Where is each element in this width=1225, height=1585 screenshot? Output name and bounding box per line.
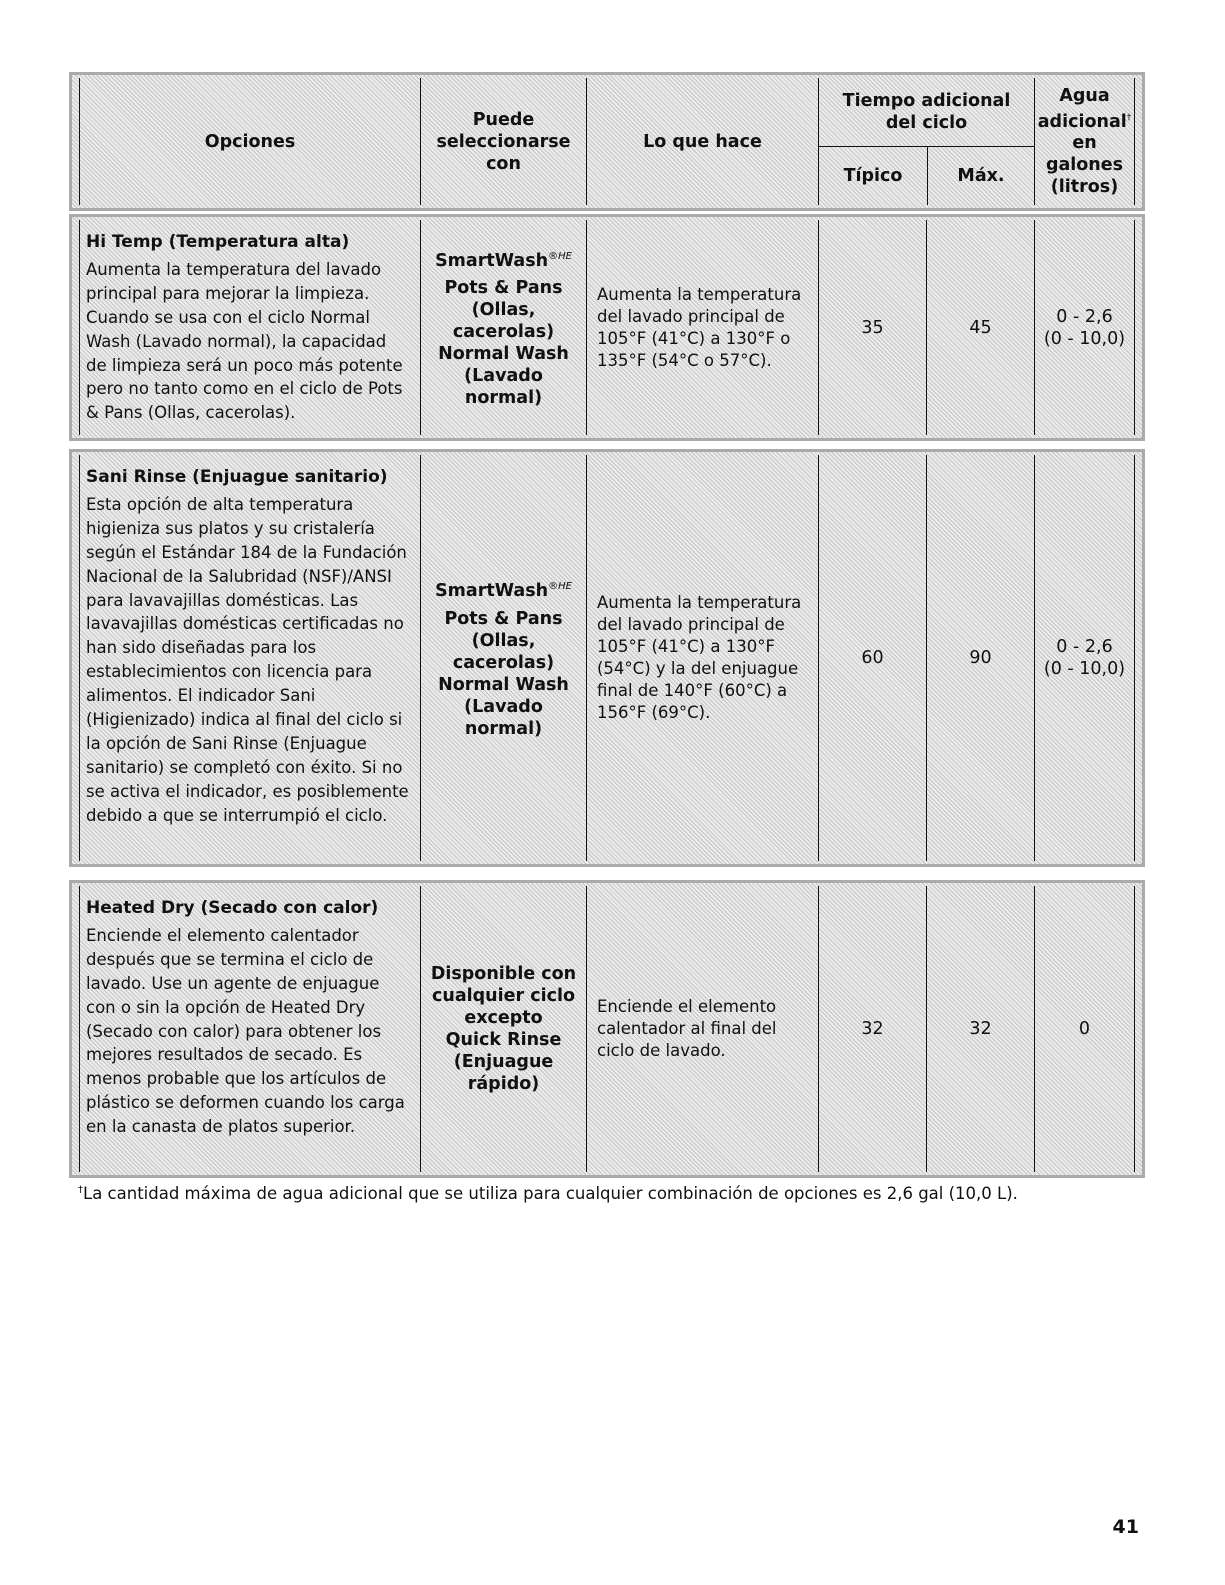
option-title: Heated Dry (Secado con calor) xyxy=(86,898,379,918)
typical-time-cell: 32 xyxy=(818,886,926,1172)
option-cell xyxy=(80,220,420,435)
option-title: Hi Temp (Temperatura alta) xyxy=(86,232,350,252)
selectable-cell: SmartWash$^{®HE}$ Pots & Pans (Ollas, cacerolas) Normal Wash (Lavado normal) xyxy=(420,455,586,861)
table-row xyxy=(69,449,1145,867)
header-extra-water: Agua adicional† en galones (litros) xyxy=(1034,78,1134,205)
header-typical: Típico xyxy=(843,165,903,186)
header-extra-time xyxy=(818,78,1034,205)
option-title: Sani Rinse (Enjuague sanitario) xyxy=(86,467,388,487)
extra-water-cell: 0 xyxy=(1034,886,1134,1172)
header-selectable: Puede seleccionarse con xyxy=(420,78,586,205)
option-description: Aumenta la temperatura del lavado principal para mejorar la limpieza. Cuando se usa con el ciclo Normal Wash (Lavado normal), la capacidad de limpieza será un poco más potente pero no tanto como en el ciclo de Pots & Pans (Ollas, cacerolas). xyxy=(86,259,403,423)
extra-water-cell: 0 - 2,6 (0 - 10,0) xyxy=(1034,220,1134,435)
footnote-mark: † xyxy=(78,1184,83,1196)
typical-time-cell: 35 xyxy=(818,220,926,435)
footnote xyxy=(78,1184,1018,1203)
header-max: Máx. xyxy=(927,146,1034,205)
table-header xyxy=(69,72,1145,211)
what-it-does-cell: Aumenta la temperatura del lavado principal de 105°F (41°C) a 130°F (54°C) y la del enjuague final de 140°F (60°C) a 156°F (69°C). xyxy=(586,455,818,861)
what-it-does-cell: Aumenta la temperatura del lavado principal de 105°F (41°C) a 130°F o 135°F (54°C o 57°C). xyxy=(586,220,818,435)
selectable-cell: SmartWash$^{®HE}$ Pots & Pans (Ollas, cacerolas) Normal Wash (Lavado normal) xyxy=(420,220,586,435)
typical-time-cell: 60 xyxy=(818,455,926,861)
option-description: Esta opción de alta temperatura higieniza sus platos y su cristalería según el Estándar 184 de la Fundación Nacional de la Salubridad (NSF)/ANSI para lavavajillas domésticas. Las lavavajillas domésticas certificadas no han sido diseñadas para los establecimientos con licencia para alimentos. El indicador Sani (Higienizado) indica al final del ciclo si la opción de Sani Rinse (Enjuague sanitario) se completó con éxito. Si no se activa el indicador, es posiblemente debido a que se interrumpió el ciclo. xyxy=(86,494,409,825)
header-what-it-does: Lo que hace xyxy=(586,78,818,205)
table-row xyxy=(69,880,1145,1178)
option-cell xyxy=(80,455,420,861)
footnote-text: La cantidad máxima de agua adicional que se utiliza para cualquier combinación de opciones es 2,6 gal (10,0 L). xyxy=(83,1184,1018,1203)
table-row xyxy=(69,214,1145,441)
selectable-first: SmartWash$^{®HE}$ xyxy=(435,250,572,271)
option-cell xyxy=(80,886,420,1172)
page-number: 41 xyxy=(1112,1516,1139,1538)
max-time-cell: 90 xyxy=(926,455,1034,861)
max-time-cell: 45 xyxy=(926,220,1034,435)
header-extra-time-label: Tiempo adicional del ciclo xyxy=(842,91,1011,133)
selectable-first: SmartWash$^{®HE}$ xyxy=(435,580,572,601)
max-time-cell: 32 xyxy=(926,886,1034,1172)
header-options: Opciones xyxy=(204,131,296,152)
what-it-does-cell: Enciende el elemento calentador al final del ciclo de lavado. xyxy=(586,886,818,1172)
option-description: Enciende el elemento calentador después que se termina el ciclo de lavado. Use un agente de enjuague con o sin la opción de Heated Dry (Secado con calor) para obtener los mejores resultados de secado. Es menos probable que los artículos de plástico se deformen cuando los carga en la canasta de platos superior. xyxy=(86,925,405,1137)
selectable-cell: Disponible con cualquier ciclo excepto Quick Rinse (Enjuague rápido) xyxy=(420,886,586,1172)
extra-water-cell: 0 - 2,6 (0 - 10,0) xyxy=(1034,455,1134,861)
